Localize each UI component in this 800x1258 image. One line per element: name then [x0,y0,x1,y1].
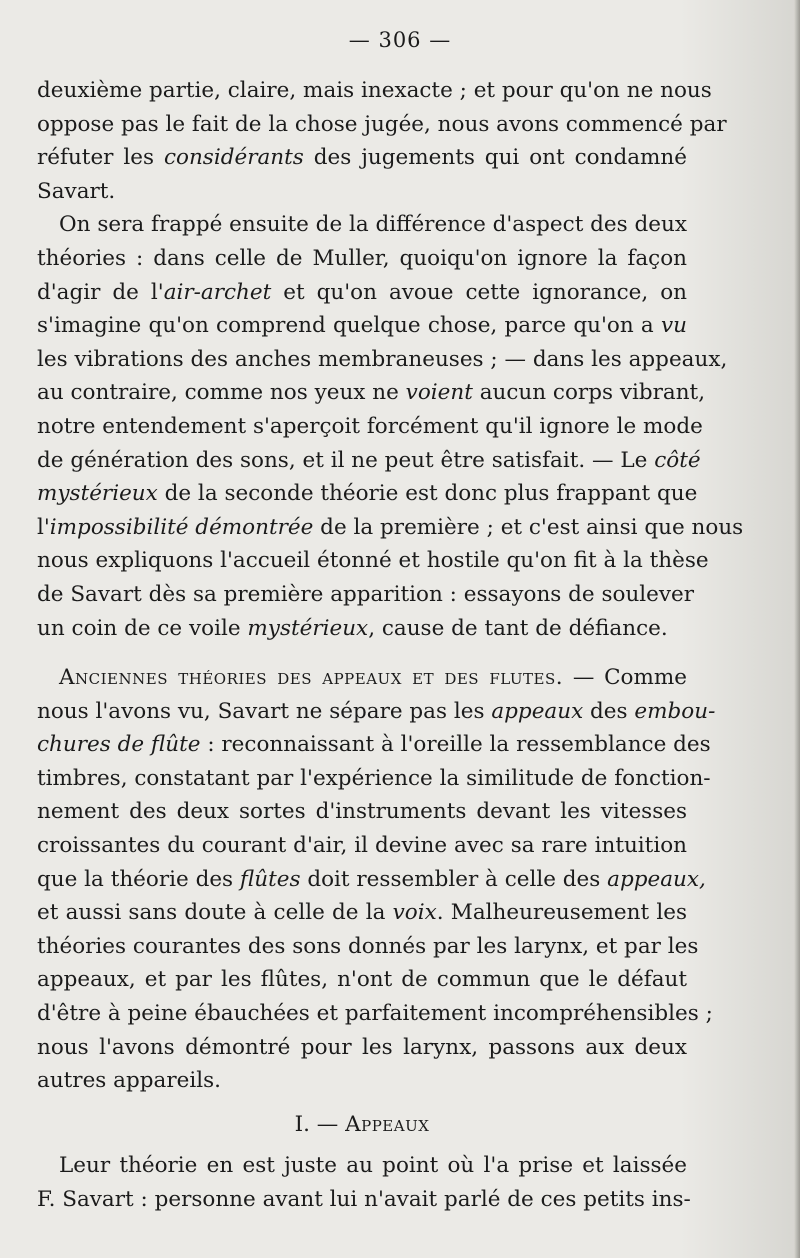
text-line: croissantes du courant d'air, il devine avec sa rare intuition [37,833,687,859]
text-span: , cause de tant de défiance. [368,615,668,641]
italic-span: appeaux, [607,866,706,892]
text-line [37,376,706,410]
italic-span: mystérieux [247,615,369,641]
section-numeral: I. — [294,1111,346,1137]
text-line: théories courantes des sons donnés par les larynx, et par les [37,933,699,959]
section-run-in-heading: Anciennes théories des appeaux et des flutes. [59,665,564,691]
page-edge-shadow [794,0,800,1258]
text-line: timbres, constatant par l'expérience la similitude de fonction- [37,765,711,791]
text-span: de la seconde théorie est donc plus frappant que [157,481,698,507]
text-span: de génération des sons, et il ne peut être satisfait. — Le [37,447,655,473]
text-line [37,728,711,762]
text-line: appeaux, et par les flûtes, n'ont de commun que le défaut [37,967,687,993]
text-line [37,309,687,343]
italic-span: impossibilité démontrée [49,514,314,540]
text-line: oppose pas le fait de la chose jugée, nous avons commencé par [37,111,727,137]
italic-span: mystérieux [37,481,158,507]
text-line: deuxième partie, claire, mais inexacte ; et pour qu'on ne nous [37,78,712,103]
italic-span: appeaux [491,698,584,724]
text-span: des jugements qui ont condamné [303,145,687,171]
section-heading [37,1108,687,1142]
text-span: l' [37,514,50,540]
text-span: s'imagine qu'on comprend quelque chose, parce qu'on a [37,313,661,339]
italic-span: vu [661,313,687,339]
page-number: — 306 — [348,28,452,52]
italic-span: côté [654,447,701,473]
text-line: Leur théorie en est juste au point où l'a prise et laissée [59,1153,687,1179]
italic-span: flûtes [239,866,301,892]
text-line: d'être à peine ébauchées et parfaitement incompréhensibles ; [37,1001,713,1027]
text-line: nement des deux sortes d'instruments devant les vitesses [37,799,687,825]
italic-span: chures de flûte [37,732,201,758]
text-line: théories : dans celle de Muller, quoiqu'on ignore la façon [37,245,687,271]
text-line: Savart. [37,178,116,204]
text-line [37,863,706,897]
text-span: — Comme [563,665,687,691]
text-span: et qu'on avoue cette ignorance, on [271,279,687,305]
text-line [37,661,687,695]
italic-span: voient [405,380,473,406]
text-span: un coin de ce voile [37,615,248,641]
text-span: d'agir de l' [37,279,164,305]
text-line: notre entendement s'aperçoit forcément qu'il ignore le mode [37,413,703,439]
italic-span: voix [392,900,437,926]
text-line [37,444,701,478]
text-line [37,896,687,930]
text-line [37,511,744,545]
text-line: les vibrations des anches membraneuses ; — dans les appeaux, [37,346,728,372]
text-line: On sera frappé ensuite de la différence d'aspect des deux [59,212,687,238]
text-span: réfuter les [37,145,164,171]
italic-span: air-archet [163,279,272,305]
text-line [37,141,687,175]
text-span: nous l'avons vu, Savart ne sépare pas les [37,698,492,724]
text-span: . Malheureusement les [436,900,687,926]
text-span: que la théorie des [37,866,240,892]
body-text [37,74,744,1217]
text-line: de Savart dès sa première apparition : essayons de soulever [37,581,695,607]
text-span: des [583,698,635,724]
text-line [37,612,687,646]
italic-span: embou- [634,698,716,724]
text-span: au contraire, comme nos yeux ne [37,380,406,406]
section-title: Appeaux [345,1111,430,1137]
text-span: aucun corps vibrant, [472,380,706,406]
text-line: autres appareils. [37,1068,221,1094]
text-line: nous l'avons démontré pour les larynx, passons aux deux [37,1034,687,1060]
paragraph-gap [37,645,687,661]
text-line [37,477,698,511]
text-line [37,695,716,729]
text-span: et aussi sans doute à celle de la [37,900,393,926]
text-line: F. Savart : personne avant lui n'avait parlé de ces petits ins- [37,1187,691,1212]
text-span: doit ressembler à celle des [300,866,608,892]
text-span: de la première ; et c'est ainsi que nous [313,514,744,540]
text-line [37,276,687,310]
italic-span: considérants [163,145,304,171]
text-line: nous expliquons l'accueil étonné et hostile qu'on fit à la thèse [37,548,709,574]
text-span: : reconnaissant à l'oreille la ressemblance des [200,732,711,758]
